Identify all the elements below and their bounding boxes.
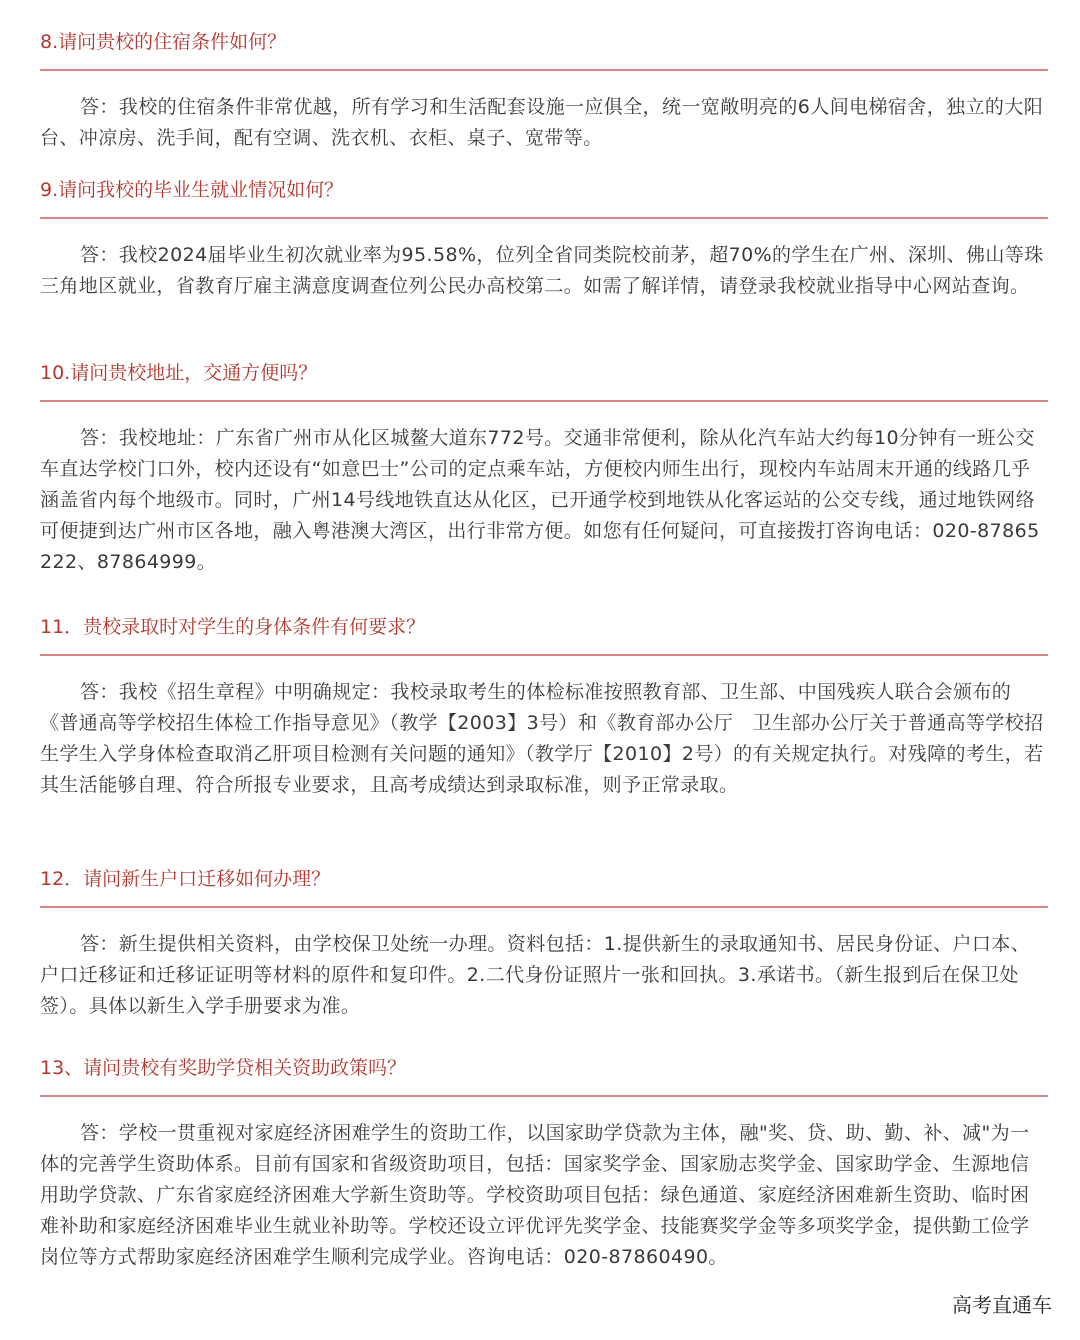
faq-item-12 bbox=[40, 866, 1048, 1022]
question-heading: 9.请问我校的毕业生就业情况如何？ bbox=[40, 179, 344, 201]
faq-item-8 bbox=[40, 29, 1048, 154]
divider bbox=[40, 906, 1048, 908]
divider bbox=[40, 400, 1048, 402]
question-heading: 12．请问新生户口迁移如何办理？ bbox=[40, 868, 331, 890]
answer-text: 答：学校一贯重视对家庭经济困难学生的资助工作，以国家助学贷款为主体，融"奖、贷、助、勤、补、减"为一体的完善学生资助体系。目前有国家和省级资助项目，包括：国家奖学金、国家励志奖学金、国家助学金、生源地信用助学贷款、广东省家庭经济困难大学新生资助等。学校资助项目包括：绿色通道、家庭经济困难新生资助、临时困难补助和家庭经济困难毕业生就业补助等。学校还设立评优评先奖学金、技能赛奖学金等多项奖学金，提供勤工俭学岗位等方式帮助家庭经济困难学生顺利完成学业。咨询电话：020-87860490。 bbox=[40, 1122, 1030, 1268]
faq-item-13 bbox=[40, 1055, 1048, 1273]
answer-text: 答：我校的住宿条件非常优越，所有学习和生活配套设施一应俱全，统一宽敞明亮的6人间电梯宿舍，独立的大阳台、冲凉房、洗手间，配有空调、洗衣机、衣柜、桌子、宽带等。 bbox=[40, 96, 1044, 149]
faq-item-10 bbox=[40, 360, 1048, 578]
watermark: 高考直通车 bbox=[952, 1293, 1052, 1317]
question-heading: 13、请问贵校有奖助学贷相关资助政策吗？ bbox=[40, 1057, 407, 1079]
faq-item-9 bbox=[40, 177, 1048, 302]
answer-text: 答：我校地址：广东省广州市从化区城鳌大道东772号。交通非常便利，除从化汽车站大约每10分钟有一班公交车直达学校门口外，校内还设有“如意巴士”公司的定点乘车站，方便校内师生出行，现校内车站周末开通的线路几乎涵盖省内每个地级市。同时，广州14号线地铁直达从化区，已开通学校到地铁从化客运站的公交专线，通过地铁网络可便捷到达广州市区各地，融入粤港澳大湾区，出行非常方便。如您有任何疑问，可直接拨打咨询电话：020-87865222、87864999。 bbox=[40, 427, 1040, 573]
answer-text: 答：我校2024届毕业生初次就业率为95.58%，位列全省同类院校前茅，超70%的学生在广州、深圳、佛山等珠三角地区就业，省教育厅雇主满意度调查位列公民办高校第二。如需了解详情，请登录我校就业指导中心网站查询。 bbox=[40, 244, 1044, 297]
faq-item-11 bbox=[40, 614, 1048, 801]
answer-text: 答：我校《招生章程》中明确规定：我校录取考生的体检标准按照教育部、卫生部、中国残疾人联合会颁布的《普通高等学校招生体检工作指导意见》（教学【2003】3号）和《教育部办公厅 卫生部办公厅关于普通高等学校招生学生入学身体检查取消乙肝项目检测有关问题的通知》（教学厅【2010】2号）的有关规定执行。对残障的考生，若其生活能够自理、符合所报专业要求，且高考成绩达到录取标准，则予正常录取。 bbox=[40, 681, 1044, 796]
divider bbox=[40, 1095, 1048, 1097]
answer-text: 答：新生提供相关资料，由学校保卫处统一办理。资料包括：1.提供新生的录取通知书、居民身份证、户口本、户口迁移证和迁移证证明等材料的原件和复印件。2.二代身份证照片一张和回执。3.承诺书。（新生报到后在保卫处签）。具体以新生入学手册要求为准。 bbox=[40, 933, 1031, 1017]
question-heading: 8.请问贵校的住宿条件如何？ bbox=[40, 31, 287, 53]
divider bbox=[40, 69, 1048, 71]
divider bbox=[40, 217, 1048, 219]
divider bbox=[40, 654, 1048, 656]
question-heading: 10.请问贵校地址，交通方便吗？ bbox=[40, 362, 318, 384]
question-heading: 11．贵校录取时对学生的身体条件有何要求？ bbox=[40, 616, 426, 638]
